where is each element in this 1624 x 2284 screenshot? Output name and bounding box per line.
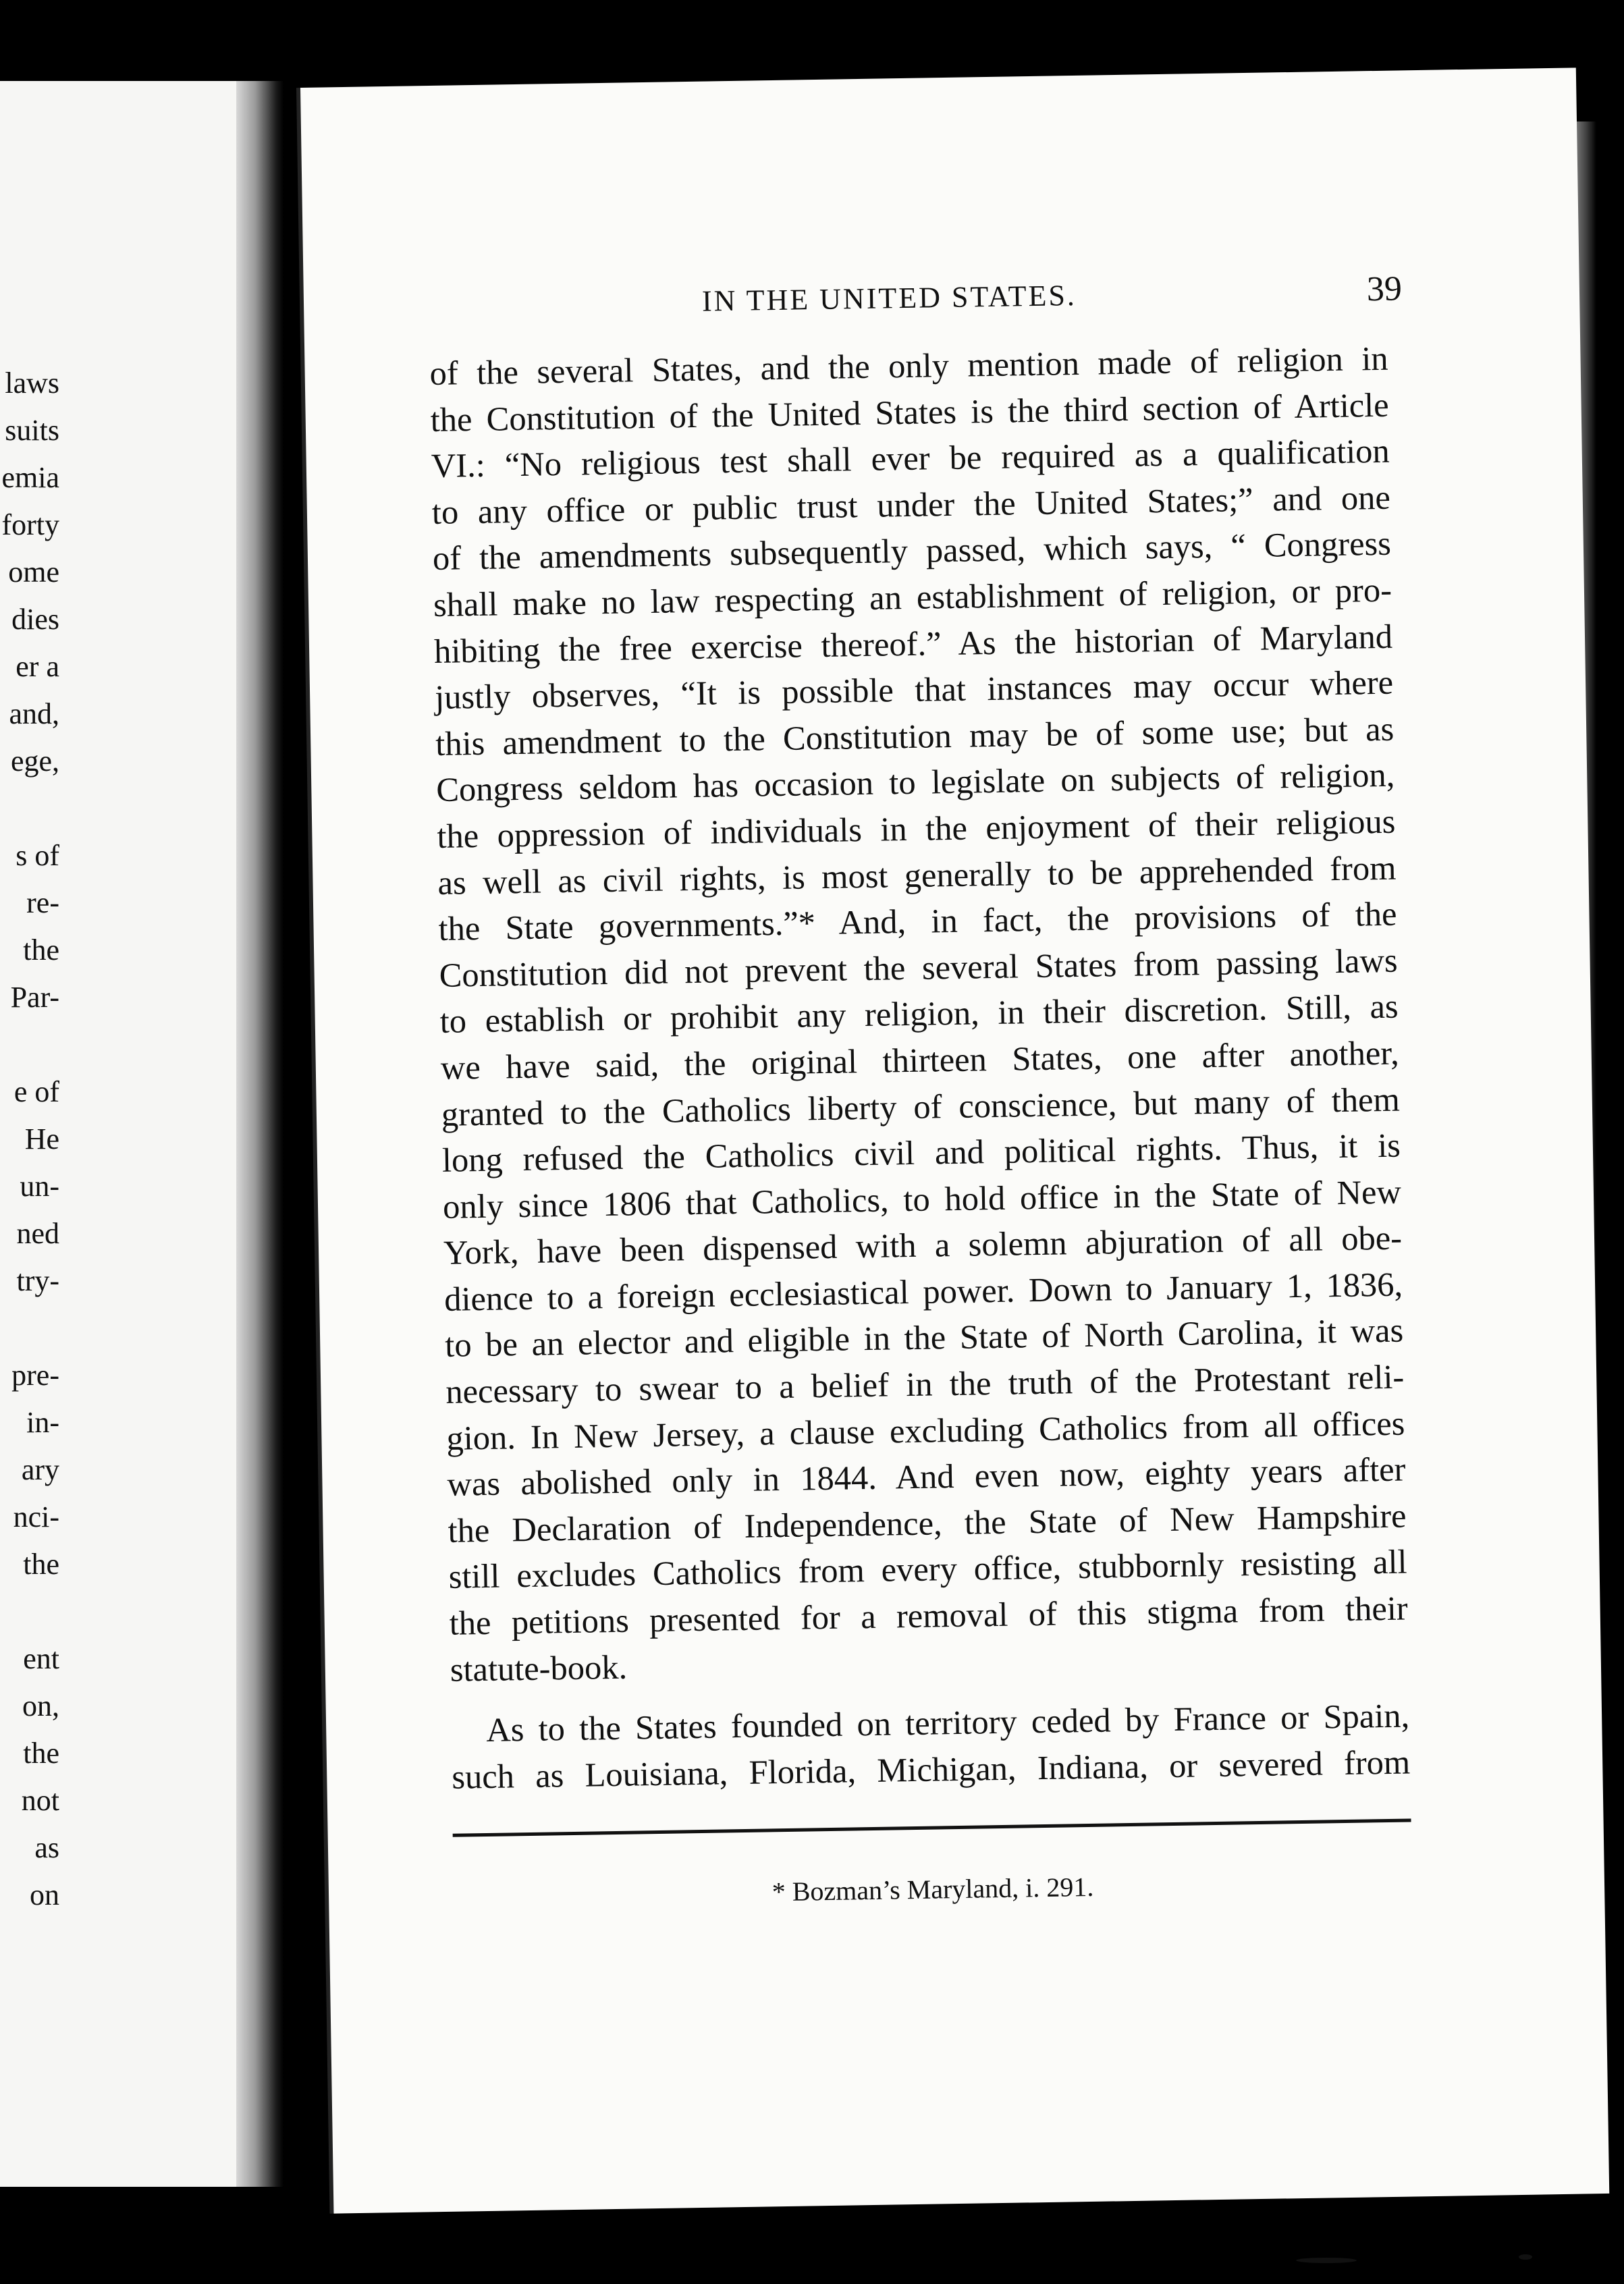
- page-header: [304, 271, 1506, 331]
- left-page-fragment: nci-: [13, 1500, 59, 1533]
- current-page: [300, 67, 1609, 2213]
- text-line: dience to a foreign ecclesiastical power. Down to January 1, 1836,: [443, 1265, 1403, 1318]
- left-page-fragment: e of: [13, 1075, 59, 1108]
- left-page-fragment: not: [21, 1784, 59, 1817]
- left-page-fragment: emia: [1, 461, 59, 494]
- text-line: the Constitution of the United States is the third section of Article: [430, 385, 1390, 439]
- left-page-fragment: and,: [9, 697, 59, 730]
- left-page-fragment: suits: [5, 414, 59, 447]
- text-line: still excludes Catholics from every office, stubbornly resisting all: [448, 1542, 1407, 1596]
- left-page-fragment: ome: [8, 555, 59, 589]
- text-line: the oppression of individuals in the enjoyment of their religious: [437, 802, 1396, 855]
- text-line: Congress seldom has occasion to legislate on subjects of religion,: [435, 756, 1395, 809]
- left-page-fragment: er a: [16, 650, 59, 683]
- scan-speck: [1296, 2258, 1357, 2263]
- text-line: hibiting the free exercise thereof.” As the historian of Maryland: [433, 617, 1393, 670]
- scan-speck: [1519, 2254, 1532, 2260]
- left-page-fragment: re-: [26, 886, 59, 919]
- text-line: Constitution did not prevent the several States from passing laws: [439, 941, 1398, 994]
- left-page-fragment: Par-: [10, 981, 59, 1014]
- text-line: the State governments.”* And, in fact, the provisions of the: [438, 894, 1397, 948]
- left-page-fragment: ned: [16, 1217, 59, 1250]
- text-line: of the amendments subsequently passed, which says, “ Congress: [432, 524, 1392, 578]
- text-line: as well as civil rights, is most generally to be apprehended from: [437, 848, 1397, 902]
- left-page-fragment: s of: [16, 839, 59, 872]
- left-page-fragment: the: [23, 1737, 59, 1770]
- left-page-fragment: un-: [20, 1170, 59, 1203]
- left-page-fragment: He: [24, 1122, 59, 1155]
- left-page-fragment: in-: [26, 1406, 59, 1439]
- text-line: long refused the Catholics civil and political rights. Thus, it is: [441, 1126, 1401, 1179]
- left-page-fragment: as: [34, 1831, 59, 1864]
- previous-page: [0, 81, 243, 2187]
- text-line: As to the States founded on territory ceded by France or Spain,: [485, 1696, 1410, 1749]
- left-page-fragment: dies: [11, 603, 59, 636]
- text-line: of the several States, and the only mention made of religion in: [429, 339, 1388, 393]
- left-page-fragment: pre-: [11, 1359, 59, 1392]
- text-line: only since 1806 that Catholics, to hold office in the State of New: [442, 1172, 1402, 1226]
- running-head: IN THE UNITED STATES.: [701, 278, 1077, 318]
- body-text: [429, 335, 1411, 1800]
- text-line: necessary to swear to a belief in the truth of the Protestant reli-: [445, 1357, 1405, 1411]
- text-line: the petitions presented for a removal of this stigma from their: [449, 1589, 1409, 1642]
- left-page-fragment: ege,: [10, 744, 59, 778]
- text-line: statute-book.: [450, 1648, 628, 1689]
- text-line: shall make no law respecting an establishment of religion, or pro-: [433, 570, 1392, 624]
- left-page-fragment: try-: [16, 1264, 59, 1297]
- text-line: the Declaration of Independence, the State of New Hampshire: [448, 1496, 1407, 1550]
- text-line: to be an elector and eligible in the State of North Carolina, it was: [444, 1311, 1404, 1365]
- text-line: we have said, the original thirteen States, one after another,: [440, 1033, 1400, 1087]
- left-page-fragment: laws: [5, 366, 59, 400]
- footnote-rule: [453, 1818, 1411, 1837]
- text-line: to any office or public trust under the United States;” and one: [431, 478, 1391, 531]
- left-page-fragment: ary: [21, 1453, 59, 1486]
- text-line: gion. In New Jersey, a clause excluding Catholics from all offices: [446, 1404, 1405, 1457]
- page-number: 39: [1366, 269, 1403, 309]
- text-line: York, have been dispensed with a solemn abjuration of all obe-: [443, 1218, 1403, 1272]
- left-page-fragment: the: [23, 1548, 59, 1581]
- text-line: was abolished only in 1844. And even now, eighty years after: [447, 1450, 1406, 1504]
- text-line: such as Louisiana, Florida, Michigan, Indiana, or severed from: [451, 1743, 1411, 1796]
- left-page-fragment: ent: [23, 1642, 59, 1675]
- text-line: to establish or prohibit any religion, in their discretion. Still, as: [439, 987, 1399, 1041]
- text-line: granted to the Catholics liberty of conscience, but many of them: [441, 1080, 1401, 1133]
- text-line: this amendment to the Constitution may be of some use; but as: [435, 709, 1395, 763]
- left-page-fragment: forty: [1, 508, 59, 541]
- footnote: * Bozman’s Maryland, i. 291.: [772, 1871, 1094, 1907]
- book-gutter: [236, 81, 283, 2187]
- left-page-fragment: on: [30, 1878, 59, 1911]
- text-line: justly observes, “It is possible that instances may occur where: [434, 663, 1394, 717]
- left-page-fragment: on,: [22, 1689, 59, 1722]
- left-page-fragment: the: [23, 933, 59, 967]
- text-line: VI.: “No religious test shall ever be required as a qualification: [431, 431, 1390, 485]
